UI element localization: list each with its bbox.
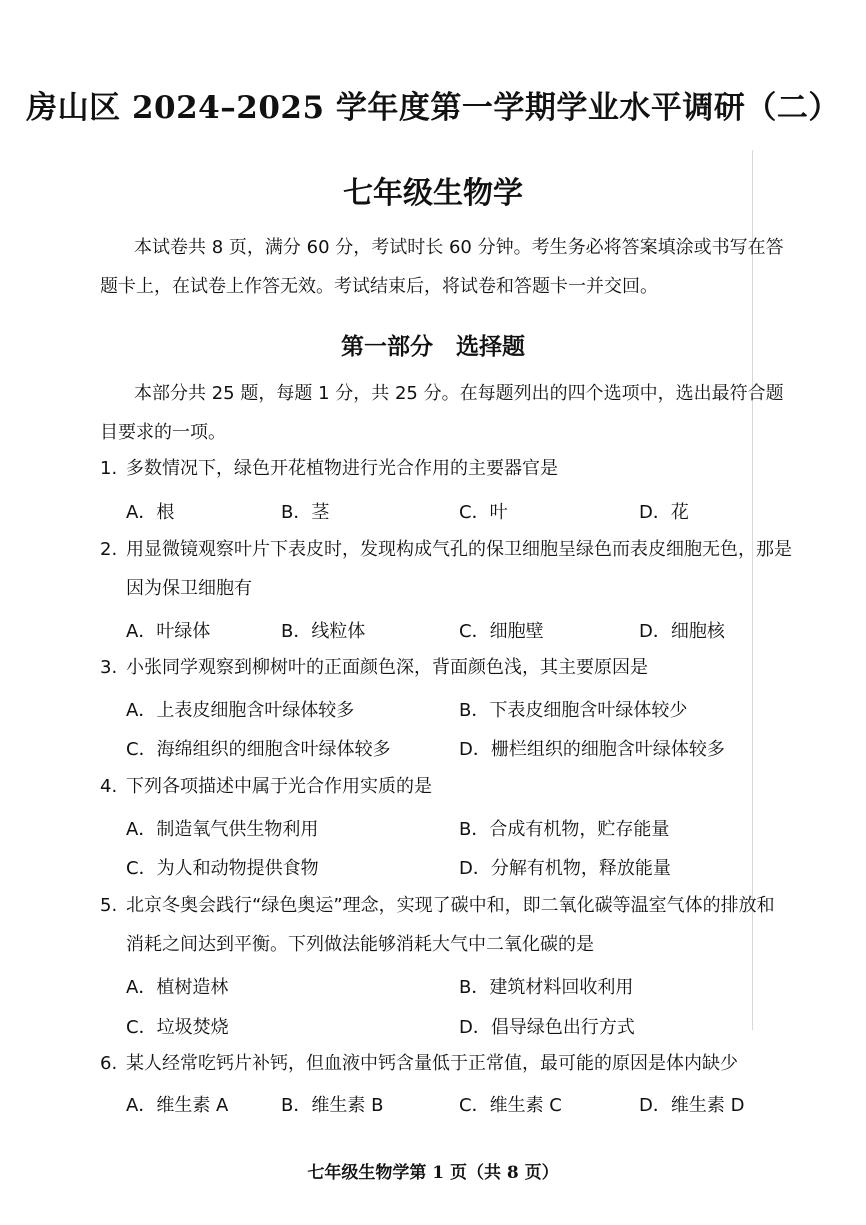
question-stem: 小张同学观察到柳树叶的正面颜色深，背面颜色浅，其主要原因是	[126, 657, 648, 678]
exam-instructions: 本试卷共 8 页，满分 60 分，考试时长 60 分钟。考生务必将答案填涂或书写在答题卡上，在试卷上作答无效。考试结束后，将试卷和答题卡一并交回。	[100, 237, 784, 297]
question-stem-continued: 消耗之间达到平衡。下列做法能够消耗大气中二氧化碳的是	[126, 934, 594, 955]
section-description: 本部分共 25 题，每题 1 分，共 25 分。在每题列出的四个选项中，选出最符合题目要求的一项。	[100, 383, 784, 443]
option-b: B．茎	[281, 502, 330, 523]
question-5	[100, 886, 800, 964]
question-5-options-row1	[126, 973, 766, 1003]
question-3	[100, 648, 800, 687]
section-title: 第一部分 选择题	[341, 334, 525, 360]
option-b: B．下表皮细胞含叶绿体较少	[459, 700, 688, 721]
question-stem: 某人经常吃钙片补钙，但血液中钙含量低于正常值，最可能的原因是体内缺少	[126, 1053, 738, 1074]
option-a: A．植树造林	[126, 977, 229, 998]
question-stem: 下列各项描述中属于光合作用实质的是	[126, 776, 432, 797]
question-3-options-row1	[126, 696, 766, 726]
question-6-options	[126, 1091, 766, 1121]
option-d: D．倡导绿色出行方式	[459, 1017, 635, 1038]
question-stem: 北京冬奥会践行“绿色奥运”理念，实现了碳中和，即二氧化碳等温室气体的排放和	[126, 895, 775, 916]
option-c: C．垃圾焚烧	[126, 1017, 229, 1038]
question-number: 4.	[100, 776, 118, 797]
question-4-options-row2	[126, 854, 766, 884]
question-number: 3.	[100, 657, 118, 678]
question-6	[100, 1044, 800, 1083]
question-stem: 多数情况下，绿色开花植物进行光合作用的主要器官是	[126, 458, 558, 479]
option-c: C．为人和动物提供食物	[126, 858, 319, 879]
exam-title: 房山区 2024–2025 学年度第一学期学业水平调研（二）	[26, 90, 840, 126]
question-4-options-row1	[126, 815, 766, 845]
option-a: A．上表皮细胞含叶绿体较多	[126, 700, 355, 721]
option-a: A．维生素 A	[126, 1095, 229, 1116]
question-stem: 用显微镜观察叶片下表皮时，发现构成气孔的保卫细胞呈绿色而表皮细胞无色，那是	[126, 539, 792, 560]
option-d: D．维生素 D	[639, 1095, 745, 1116]
option-b: B．合成有机物，贮存能量	[459, 819, 670, 840]
question-3-options-row2	[126, 735, 766, 765]
option-d: D．栅栏组织的细胞含叶绿体较多	[459, 739, 725, 760]
question-2-options	[126, 617, 766, 647]
option-d: D．花	[639, 502, 689, 523]
option-c: C．海绵组织的细胞含叶绿体较多	[126, 739, 391, 760]
question-5-options-row2	[126, 1013, 766, 1043]
question-1	[100, 449, 800, 488]
question-number: 5.	[100, 895, 118, 916]
option-a: A．叶绿体	[126, 621, 211, 642]
option-a: A．根	[126, 502, 175, 523]
question-1-options	[126, 498, 766, 528]
question-2	[100, 530, 800, 608]
question-number: 1.	[100, 458, 118, 479]
option-d: D．分解有机物，释放能量	[459, 858, 671, 879]
option-b: B．维生素 B	[281, 1095, 384, 1116]
question-stem-continued: 因为保卫细胞有	[126, 578, 252, 599]
option-b: B．线粒体	[281, 621, 366, 642]
option-b: B．建筑材料回收利用	[459, 977, 634, 998]
question-4	[100, 767, 800, 806]
option-c: C．叶	[459, 502, 508, 523]
exam-subject: 七年级生物学	[343, 176, 523, 211]
option-c: C．维生素 C	[459, 1095, 562, 1116]
page-footer: 七年级生物学第 1 页（共 8 页）	[307, 1163, 559, 1183]
option-d: D．细胞核	[639, 621, 725, 642]
option-a: A．制造氧气供生物利用	[126, 819, 319, 840]
question-number: 6.	[100, 1053, 118, 1074]
question-number: 2.	[100, 539, 118, 560]
option-c: C．细胞壁	[459, 621, 544, 642]
